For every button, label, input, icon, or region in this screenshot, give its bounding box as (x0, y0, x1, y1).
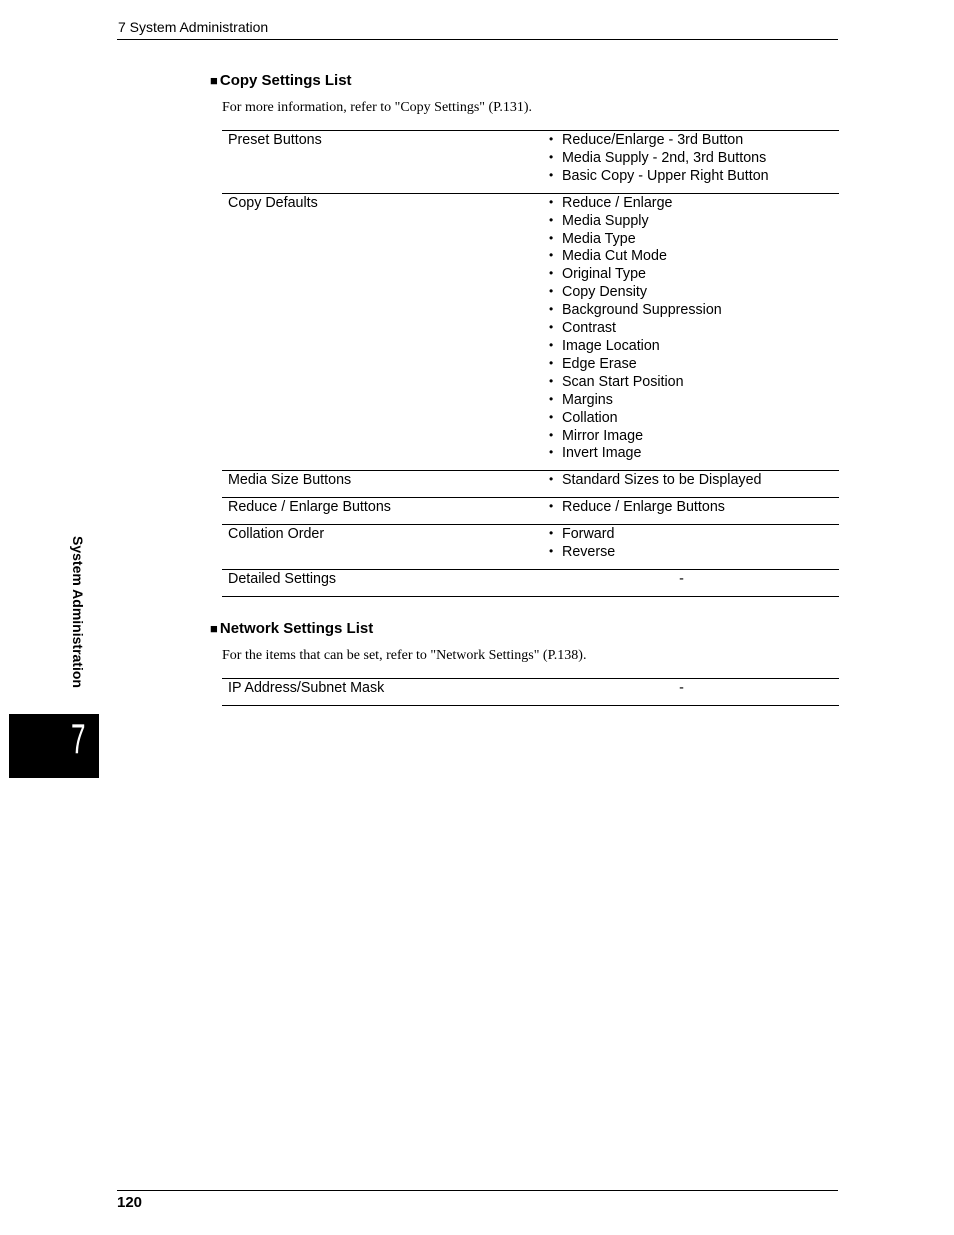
table-row (222, 193, 839, 471)
square-bullet-icon: ■ (210, 621, 218, 636)
row-value (536, 131, 839, 194)
row-value (536, 471, 839, 498)
list-item: • Scan Start Position (562, 374, 833, 392)
list-item: • Reduce/Enlarge - 3rd Button (562, 132, 833, 150)
side-chapter-text: System Administration (70, 536, 86, 688)
row-label: Copy Defaults (222, 193, 536, 471)
table-row (222, 131, 839, 194)
row-label: Media Size Buttons (222, 471, 536, 498)
bullet-list (542, 499, 833, 517)
square-bullet-icon: ■ (210, 73, 218, 88)
bullet-list (542, 526, 833, 562)
list-item: • Collation (562, 410, 833, 428)
list-item: • Original Type (562, 266, 833, 284)
network-settings-heading (210, 620, 373, 637)
list-item: • Image Location (562, 338, 833, 356)
row-value (536, 193, 839, 471)
header-title: 7 System Administration (118, 19, 269, 35)
row-value: - (536, 569, 839, 596)
copy-settings-intro: For more information, refer to "Copy Settings" (P.131). (222, 100, 533, 115)
list-item: • Basic Copy - Upper Right Button (562, 168, 833, 186)
list-item: • Edge Erase (562, 356, 833, 374)
row-value: - (536, 679, 839, 706)
row-value (536, 525, 839, 570)
copy-settings-heading (210, 72, 352, 89)
list-item: • Media Supply (562, 213, 833, 231)
list-item: • Contrast (562, 320, 833, 338)
row-label: Detailed Settings (222, 569, 536, 596)
list-item: • Invert Image (562, 445, 833, 463)
list-item: • Media Cut Mode (562, 248, 833, 266)
row-label: Preset Buttons (222, 131, 536, 194)
list-item: • Reduce / Enlarge Buttons (562, 499, 833, 517)
table-row (222, 525, 839, 570)
page-number: 120 (117, 1194, 143, 1211)
list-item: • Reverse (562, 544, 833, 562)
bullet-list (542, 132, 833, 186)
network-settings-title: Network Settings List (219, 620, 374, 637)
list-item: • Reduce / Enlarge (562, 195, 833, 213)
row-label: Reduce / Enlarge Buttons (222, 498, 536, 525)
table-row (222, 569, 839, 596)
bullet-list (542, 195, 833, 464)
list-item: • Mirror Image (562, 428, 833, 446)
row-label: IP Address/Subnet Mask (222, 679, 536, 706)
page-footer (117, 1190, 838, 1211)
page-header (117, 18, 838, 40)
row-label: Collation Order (222, 525, 536, 570)
chapter-number: 7 (71, 715, 86, 762)
network-settings-table (222, 678, 839, 706)
network-settings-intro: For the items that can be set, refer to "Network Settings" (P.138). (222, 648, 587, 663)
list-item: • Copy Density (562, 284, 833, 302)
list-item: • Margins (562, 392, 833, 410)
chapter-tab (9, 714, 99, 778)
bullet-list (542, 472, 833, 490)
list-item: • Forward (562, 526, 833, 544)
copy-settings-title: Copy Settings List (219, 72, 352, 89)
list-item: • Media Supply - 2nd, 3rd Buttons (562, 150, 833, 168)
table-row (222, 471, 839, 498)
table-row (222, 498, 839, 525)
list-item: • Media Type (562, 231, 833, 249)
copy-settings-table (222, 130, 839, 597)
row-value (536, 498, 839, 525)
list-item: • Background Suppression (562, 302, 833, 320)
side-chapter-label (67, 536, 91, 706)
list-item: • Standard Sizes to be Displayed (562, 472, 833, 490)
table-row (222, 679, 839, 706)
